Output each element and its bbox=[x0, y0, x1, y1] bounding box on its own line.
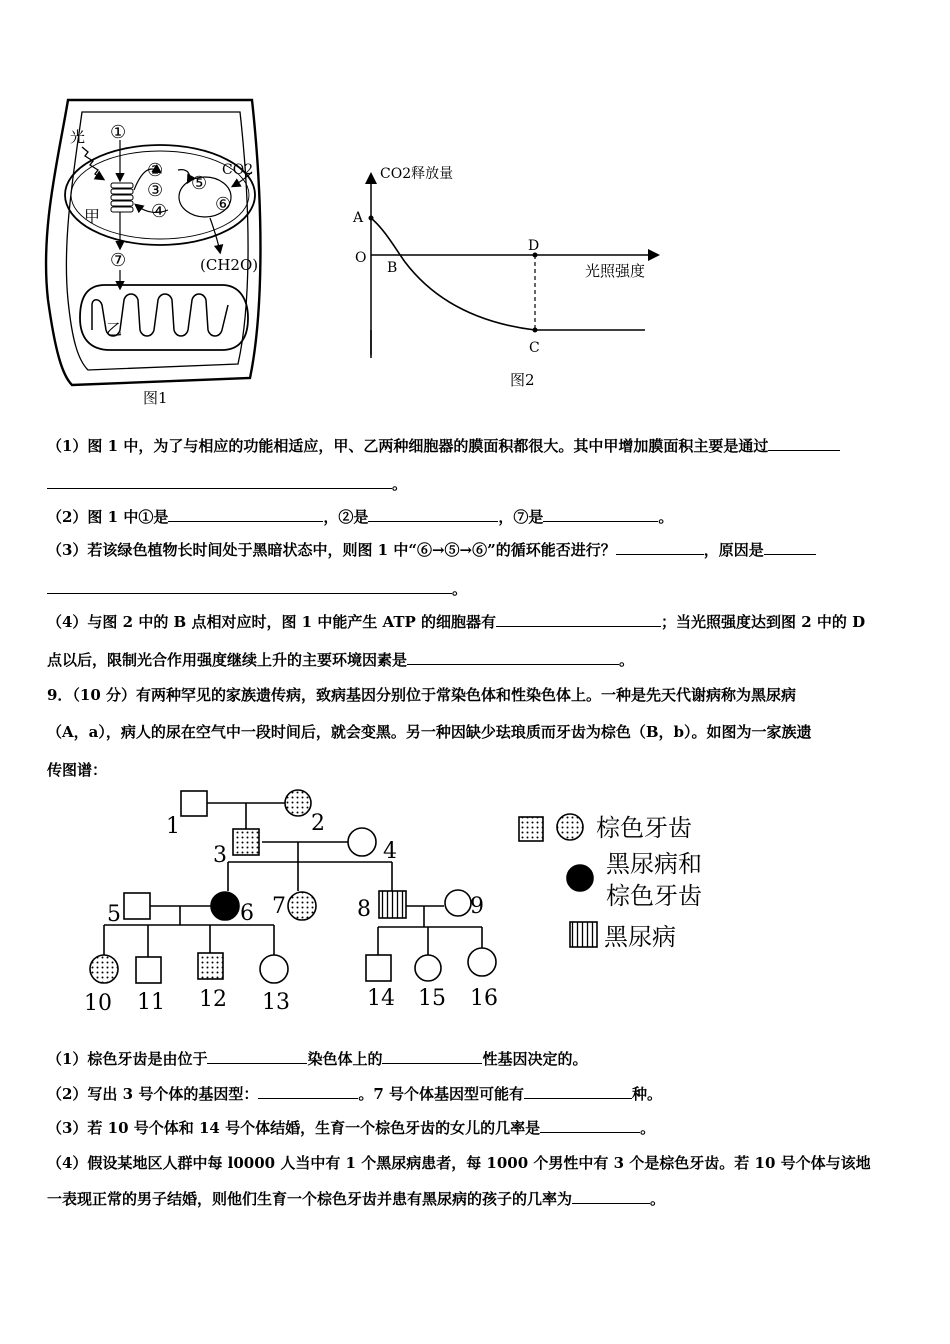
svg-text:8: 8 bbox=[357, 897, 371, 922]
svg-text:棕色牙齿: 棕色牙齿 bbox=[596, 814, 692, 842]
individual-6 bbox=[211, 892, 239, 920]
x-axis-label: 光照强度 bbox=[585, 262, 646, 280]
q9-sub4: （4）假设某地区人群中每 l0000 人当中有 1 个黑尿病患者，每 1000 个男性中有 3 个是棕色牙齿。若 10 号个体与该地 bbox=[47, 1154, 871, 1172]
svg-text:9: 9 bbox=[470, 894, 484, 919]
light-label: 光 bbox=[70, 128, 86, 146]
co2-label: CO2 bbox=[222, 162, 254, 178]
svg-text:13: 13 bbox=[262, 990, 290, 1015]
answer-blank[interactable] bbox=[616, 539, 704, 555]
individual-15 bbox=[415, 955, 441, 981]
grana-stack-icon bbox=[111, 183, 133, 212]
point-d: D bbox=[528, 238, 540, 254]
point-b: B bbox=[387, 260, 398, 276]
ch2o-label: (CH2O) bbox=[200, 256, 259, 274]
legend-brown-teeth-female-icon bbox=[557, 814, 583, 840]
individual-2 bbox=[285, 790, 311, 816]
svg-text:2: 2 bbox=[311, 811, 325, 836]
q8-part1: （1）图 1 中，为了与相应的功能相适应，甲、乙两种细胞器的膜面积都很大。其中甲增加膜面积主要是通过 bbox=[47, 435, 909, 457]
q8-part4-cont: 点以后，限制光合作用强度继续上升的主要环境因素是 。 bbox=[47, 651, 635, 669]
answer-blank[interactable] bbox=[207, 1048, 307, 1064]
answer-blank[interactable] bbox=[47, 578, 452, 594]
label-1: ① bbox=[110, 122, 127, 143]
pedigree-legend-text bbox=[596, 814, 702, 951]
individual-8 bbox=[379, 891, 406, 918]
svg-text:4: 4 bbox=[383, 839, 397, 864]
q9-intro-1: 9．（10 分）有两种罕见的家族遗传病，致病基因分别位于常染色体和性染色体上。一种是先天代谢病称为黑尿病 bbox=[47, 686, 797, 704]
individual-7 bbox=[288, 892, 316, 920]
svg-text:16: 16 bbox=[470, 986, 498, 1011]
q9-intro-3: 传图谱： bbox=[47, 761, 108, 779]
answer-blank[interactable] bbox=[168, 506, 323, 522]
individual-1 bbox=[181, 791, 207, 816]
q9-intro-2: （A，a），病人的尿在空气中一段时间后，就会变黑。另一种因缺少珐琅质而牙齿为棕色（B，b）。如图为一家族遗 bbox=[47, 723, 812, 741]
figure-2 bbox=[352, 166, 657, 389]
answer-blank[interactable] bbox=[368, 506, 498, 522]
q9-sub1: （1）棕色牙齿是由位于 染色体上的 性基因决定的。 bbox=[47, 1050, 588, 1068]
label-3: ③ bbox=[147, 180, 164, 201]
individual-12 bbox=[198, 953, 223, 979]
answer-blank[interactable] bbox=[382, 1048, 482, 1064]
q8-part1-cont: 。 bbox=[47, 473, 909, 495]
svg-text:黑尿病: 黑尿病 bbox=[604, 923, 676, 951]
svg-text:11: 11 bbox=[137, 990, 165, 1015]
q8-part3-cont: 。 bbox=[47, 578, 909, 600]
svg-text:5: 5 bbox=[107, 902, 121, 927]
svg-text:10: 10 bbox=[84, 991, 112, 1016]
q9-sub3: （3）若 10 号个体和 14 号个体结婚，生育一个棕色牙齿的女儿的几率是 。 bbox=[47, 1119, 656, 1137]
label-2: ② bbox=[147, 160, 164, 181]
yi-label: 乙 bbox=[106, 320, 123, 339]
answer-blank[interactable] bbox=[407, 649, 619, 665]
point-c: C bbox=[529, 340, 540, 356]
answer-blank[interactable] bbox=[540, 1117, 640, 1133]
svg-text:14: 14 bbox=[367, 986, 395, 1011]
legend-brown-teeth-male-icon bbox=[519, 817, 543, 841]
answer-blank[interactable] bbox=[768, 435, 840, 451]
point-a: A bbox=[353, 210, 364, 226]
svg-text:3: 3 bbox=[213, 843, 227, 868]
answer-blank[interactable] bbox=[496, 611, 661, 627]
jia-label: 甲 bbox=[84, 207, 101, 226]
svg-text:棕色牙齿: 棕色牙齿 bbox=[606, 882, 702, 910]
q9-sub2: （2）写出 3 号个体的基因型： 。7 号个体基因型可能有 种。 bbox=[47, 1085, 663, 1103]
figure-1 bbox=[46, 100, 260, 407]
individual-5 bbox=[124, 893, 150, 919]
label-6: ⑥ bbox=[215, 194, 232, 215]
answer-blank[interactable] bbox=[764, 539, 816, 555]
point-o: O bbox=[355, 250, 367, 266]
figure-1-caption: 图1 bbox=[143, 389, 168, 407]
individual-11 bbox=[136, 957, 161, 983]
answer-blank[interactable] bbox=[572, 1188, 650, 1204]
individual-13 bbox=[260, 955, 288, 983]
y-axis-label: CO2释放量 bbox=[380, 166, 454, 182]
individual-10 bbox=[90, 955, 118, 983]
q8-part2: （2）图 1 中①是 ，②是 ，⑦是 。 bbox=[47, 508, 674, 526]
q8-part3: （3）若该绿色植物长时间处于黑暗状态中，则图 1 中“⑥→⑤→⑥”的循环能否进行？ ，原因是 bbox=[47, 539, 909, 561]
svg-text:7: 7 bbox=[272, 894, 286, 919]
svg-text:6: 6 bbox=[240, 901, 254, 926]
q8-part4: （4）与图 2 中的 B 点相对应时，图 1 中能产生 ATP 的细胞器有 ；当光照强度达到图 2 中的 D bbox=[47, 613, 866, 631]
q9-sub4-cont: 一表现正常的男子结婚，则他们生育一个棕色牙齿并患有黑尿病的孩子的几率为 。 bbox=[47, 1190, 666, 1208]
answer-blank[interactable] bbox=[47, 473, 392, 489]
individual-9 bbox=[445, 890, 471, 916]
answer-blank[interactable] bbox=[258, 1083, 358, 1099]
figure-2-caption: 图2 bbox=[510, 371, 535, 389]
label-5: ⑤ bbox=[191, 173, 208, 194]
legend-both-icon bbox=[567, 865, 593, 891]
svg-text:12: 12 bbox=[199, 987, 227, 1012]
individual-16 bbox=[468, 948, 496, 976]
svg-text:15: 15 bbox=[418, 986, 446, 1011]
svg-text:1: 1 bbox=[166, 814, 180, 839]
svg-text:黑尿病和: 黑尿病和 bbox=[606, 850, 702, 878]
answer-blank[interactable] bbox=[543, 506, 658, 522]
legend-alkaptonuria-icon bbox=[570, 922, 597, 947]
answer-blank[interactable] bbox=[524, 1083, 632, 1099]
label-7: ⑦ bbox=[110, 250, 127, 271]
label-4: ④ bbox=[151, 201, 168, 222]
individual-14 bbox=[366, 955, 391, 981]
individual-3 bbox=[233, 829, 259, 855]
individual-4 bbox=[348, 828, 376, 856]
